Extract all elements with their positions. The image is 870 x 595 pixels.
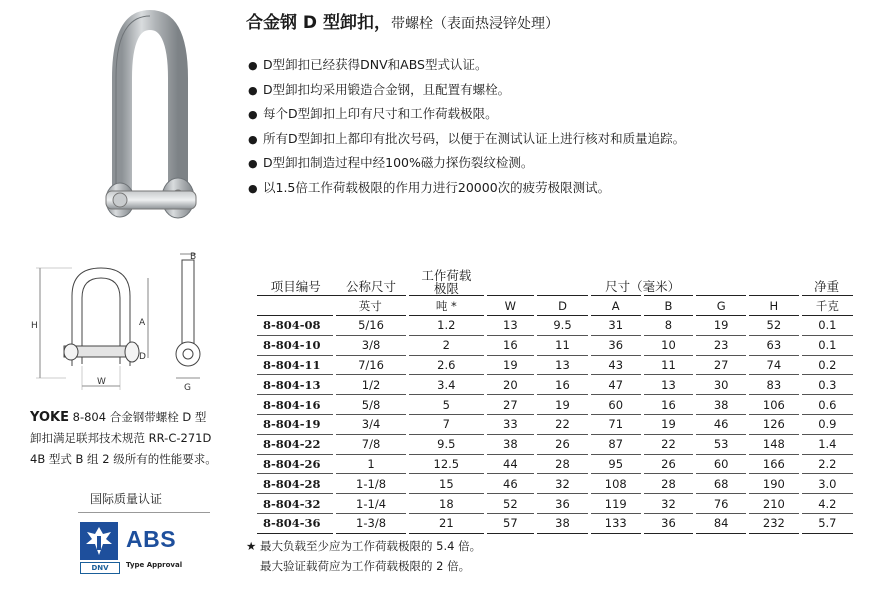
yoke-note: YOKE 8-804 合金钢带螺栓 D 型 卸扣满足联邦技术规范 RR-C-271D 4B 型式 B 组 2 级所有的性能要求。 — [30, 410, 217, 466]
table-cell: 10 — [642, 335, 695, 355]
table-cell: 19 — [485, 355, 536, 375]
table-cell: 38 — [695, 395, 748, 415]
table-cell: 71 — [589, 414, 642, 434]
table-cell: 33 — [485, 414, 536, 434]
table-cell: 12.5 — [408, 454, 485, 474]
divider — [78, 512, 210, 513]
table-cell: 232 — [748, 513, 801, 533]
star-icon: ★ — [246, 539, 257, 553]
table-cell: 16 — [485, 335, 536, 355]
bullet-dot-icon: ● — [248, 83, 258, 97]
table-cell: 36 — [536, 494, 590, 514]
table-cell: 1/2 — [334, 375, 407, 395]
header-weight: 净重 — [814, 279, 840, 294]
dim-label-a: A — [139, 318, 146, 328]
unit-cell: 吨 * — [408, 296, 485, 316]
feature-list — [248, 56, 685, 203]
table-cell: 0.2 — [800, 355, 853, 375]
table-row — [257, 316, 853, 336]
table-cell: 83 — [748, 375, 801, 395]
table-cell: 38 — [536, 513, 590, 533]
table-cell: 46 — [485, 474, 536, 494]
header-wll: 工作荷载 极限 — [421, 268, 472, 296]
table-cell: 32 — [642, 494, 695, 514]
table-cell: 16 — [536, 375, 590, 395]
table-cell: 15 — [408, 474, 485, 494]
table-cell: 27 — [485, 395, 536, 415]
table-cell: 1-1/4 — [334, 494, 407, 514]
table-cell: 1.2 — [408, 316, 485, 336]
table-cell: 8 — [642, 316, 695, 336]
model-number-cell: 8-804-08 — [257, 316, 334, 336]
table-cell: 0.9 — [800, 414, 853, 434]
table-cell: 63 — [748, 335, 801, 355]
header-nominal: 公称尺寸 — [346, 279, 397, 294]
unit-cell: 英寸 — [334, 296, 407, 316]
shackle-diagram — [26, 248, 216, 398]
table-cell: 4.2 — [800, 494, 853, 514]
table-cell: 5 — [408, 395, 485, 415]
model-number-cell: 8-804-22 — [257, 434, 334, 454]
table-cell: 53 — [695, 434, 748, 454]
table-row — [257, 355, 853, 375]
table-cell: 126 — [748, 414, 801, 434]
table-cell: 11 — [642, 355, 695, 375]
dim-label-b: B — [190, 252, 197, 262]
table-cell: 36 — [642, 513, 695, 533]
model-number-cell: 8-804-11 — [257, 355, 334, 375]
table-cell: 22 — [642, 434, 695, 454]
table-cell: 18 — [408, 494, 485, 514]
table-row — [257, 375, 853, 395]
table-cell: 3.4 — [408, 375, 485, 395]
table-cell: 7/16 — [334, 355, 407, 375]
table-cell: 3/8 — [334, 335, 407, 355]
certification-title: 国际质量认证 — [90, 492, 163, 506]
table-cell: 28 — [642, 474, 695, 494]
table-cell: 84 — [695, 513, 748, 533]
table-cell: 87 — [589, 434, 642, 454]
bullet-dot-icon: ● — [248, 181, 258, 195]
table-cell: 46 — [695, 414, 748, 434]
bullet-dot-icon: ● — [248, 108, 258, 121]
table-cell: 7/8 — [334, 434, 407, 454]
table-cell: 31 — [589, 316, 642, 336]
model-number-cell: 8-804-32 — [257, 494, 334, 514]
table-cell: 27 — [695, 355, 748, 375]
unit-cell: B — [642, 296, 695, 316]
table-cell: 21 — [408, 513, 485, 533]
table-cell: 5/8 — [334, 395, 407, 415]
bullet-dot-icon: ● — [248, 157, 258, 170]
table-row — [257, 474, 853, 494]
table-cell: 52 — [748, 316, 801, 336]
table-row — [257, 513, 853, 533]
table-cell: 166 — [748, 454, 801, 474]
table-cell: 43 — [589, 355, 642, 375]
table-cell: 119 — [589, 494, 642, 514]
table-cell: 9.5 — [408, 434, 485, 454]
header-dims: 尺寸（毫米） — [605, 279, 681, 294]
dnv-logo: DNV — [80, 562, 120, 574]
title-sub: 带螺栓（表面热浸锌处理） — [390, 16, 559, 32]
table-cell: 13 — [485, 316, 536, 336]
table-cell: 210 — [748, 494, 801, 514]
table-cell: 28 — [536, 454, 590, 474]
units-row — [257, 296, 853, 316]
table-cell: 3.0 — [800, 474, 853, 494]
type-approval-text: Type Approval — [126, 561, 183, 569]
table-cell: 26 — [642, 454, 695, 474]
table-cell: 20 — [485, 375, 536, 395]
dim-label-g: G — [184, 383, 191, 393]
list-item: ● 所有D型卸扣上都印有批次号码，以便于在测试认证上进行核对和质量追踪。 — [248, 130, 685, 155]
table-cell: 0.1 — [800, 335, 853, 355]
model-number-cell: 8-804-26 — [257, 454, 334, 474]
table-cell: 1-3/8 — [334, 513, 407, 533]
bullet-dot-icon: ● — [248, 59, 258, 72]
dim-label-h: H — [31, 321, 38, 331]
shackle-photo — [92, 8, 202, 223]
table-row — [257, 335, 853, 355]
page-title — [246, 8, 559, 33]
table-cell: 148 — [748, 434, 801, 454]
header-item: 项目编号 — [270, 279, 321, 294]
table-cell: 7 — [408, 414, 485, 434]
model-number-cell: 8-804-36 — [257, 513, 334, 533]
table-cell: 30 — [695, 375, 748, 395]
unit-cell: D — [536, 296, 590, 316]
dim-label-d: D — [139, 352, 146, 362]
table-row — [257, 395, 853, 415]
table-cell: 5.7 — [800, 513, 853, 533]
unit-cell: W — [485, 296, 536, 316]
table-cell: 95 — [589, 454, 642, 474]
model-number-cell: 8-804-10 — [257, 335, 334, 355]
table-row — [257, 454, 853, 474]
unit-cell: H — [748, 296, 801, 316]
dim-label-w: W — [97, 377, 106, 387]
list-item: ● D型卸扣制造过程中经100%磁力探伤裂纹检测。 — [248, 154, 685, 179]
model-number-cell: 8-804-16 — [257, 395, 334, 415]
table-cell: 68 — [695, 474, 748, 494]
table-cell: 2 — [408, 335, 485, 355]
table-row — [257, 434, 853, 454]
yoke-brand: YOKE — [30, 410, 69, 425]
unit-cell: G — [695, 296, 748, 316]
list-item: ● 以1.5倍工作荷载极限的作用力进行20000次的疲劳极限测试。 — [248, 179, 685, 204]
table-cell: 0.3 — [800, 375, 853, 395]
table-cell: 23 — [695, 335, 748, 355]
unit-cell: A — [589, 296, 642, 316]
table-row — [257, 494, 853, 514]
table-cell: 106 — [748, 395, 801, 415]
table-cell: 76 — [695, 494, 748, 514]
model-number-cell: 8-804-28 — [257, 474, 334, 494]
unit-cell: 千克 — [800, 296, 853, 316]
table-cell: 9.5 — [536, 316, 590, 336]
abs-eagle-logo-icon — [80, 522, 118, 560]
table-cell: 47 — [589, 375, 642, 395]
spec-table — [257, 266, 853, 534]
table-cell: 0.6 — [800, 395, 853, 415]
table-cell: 32 — [536, 474, 590, 494]
table-cell: 1.4 — [800, 434, 853, 454]
table-cell: 44 — [485, 454, 536, 474]
table-cell: 1-1/8 — [334, 474, 407, 494]
table-cell: 19 — [695, 316, 748, 336]
spec-table-body — [257, 316, 853, 534]
table-cell: 13 — [536, 355, 590, 375]
table-cell: 13 — [642, 375, 695, 395]
table-cell: 52 — [485, 494, 536, 514]
table-cell: 1 — [334, 454, 407, 474]
table-cell: 19 — [536, 395, 590, 415]
table-cell: 16 — [642, 395, 695, 415]
model-number-cell: 8-804-13 — [257, 375, 334, 395]
table-cell: 60 — [695, 454, 748, 474]
list-item: ● 每个D型卸扣上印有尺寸和工作荷载极限。 — [248, 105, 685, 130]
model-number-cell: 8-804-19 — [257, 414, 334, 434]
table-cell: 38 — [485, 434, 536, 454]
table-cell: 2.2 — [800, 454, 853, 474]
table-cell: 190 — [748, 474, 801, 494]
table-cell: 108 — [589, 474, 642, 494]
footnotes: ★ 最大负载至少应为工作荷载极限的 5.4 倍。 最大验证载荷应为工作荷载极限的 2 倍。 — [246, 536, 481, 576]
table-cell: 0.1 — [800, 316, 853, 336]
list-item: ● D型卸扣均采用锻造合金钢，且配置有螺栓。 — [248, 81, 685, 106]
table-row — [257, 414, 853, 434]
table-cell: 2.6 — [408, 355, 485, 375]
table-cell: 5/16 — [334, 316, 407, 336]
table-cell: 22 — [536, 414, 590, 434]
table-cell: 19 — [642, 414, 695, 434]
bullet-dot-icon: ● — [248, 132, 258, 146]
table-cell: 60 — [589, 395, 642, 415]
table-cell: 57 — [485, 513, 536, 533]
abs-logo-text: ABS — [126, 526, 177, 552]
table-cell: 11 — [536, 335, 590, 355]
table-cell: 36 — [589, 335, 642, 355]
table-cell: 3/4 — [334, 414, 407, 434]
table-cell: 26 — [536, 434, 590, 454]
table-cell: 74 — [748, 355, 801, 375]
table-cell: 133 — [589, 513, 642, 533]
title-main: 合金钢 D 型卸扣， — [246, 13, 391, 33]
list-item: ● D型卸扣已经获得DNV和ABS型式认证。 — [248, 56, 685, 81]
